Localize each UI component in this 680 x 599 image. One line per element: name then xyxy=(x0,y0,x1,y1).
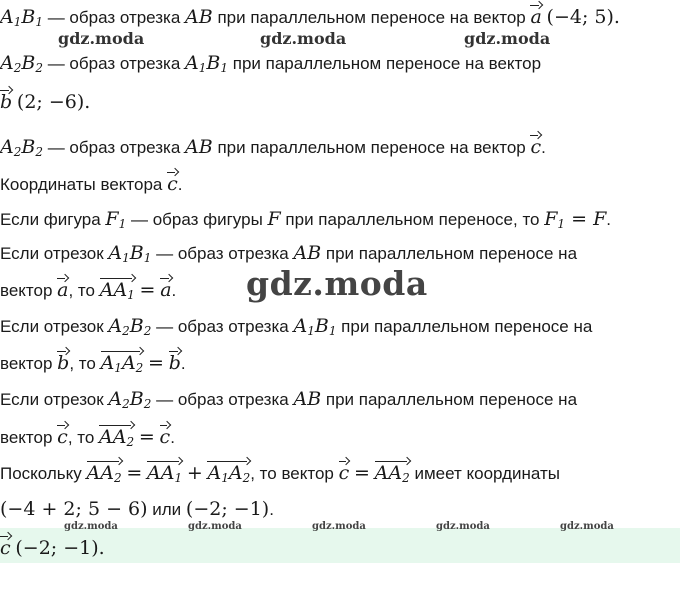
math: AB xyxy=(185,6,213,28)
vector-c: c xyxy=(57,426,68,448)
text: имеет координаты xyxy=(409,464,561,483)
text-line-9 xyxy=(0,315,680,342)
math: F xyxy=(267,208,281,230)
math: $A_2B_2$ xyxy=(108,388,152,411)
text: Если отрезок xyxy=(0,244,109,263)
text-line-7 xyxy=(0,242,680,269)
text: вектор xyxy=(0,428,58,447)
text: Если отрезок xyxy=(0,390,109,409)
vector-b: b xyxy=(168,352,181,374)
vector-a: a xyxy=(530,6,542,28)
watermark-large: gdz.moda xyxy=(246,264,428,303)
vector-c: c xyxy=(338,462,350,484)
text: — образ отрезка xyxy=(151,390,294,409)
vector-c: c xyxy=(159,426,171,448)
text: . xyxy=(180,354,186,373)
math: AB xyxy=(293,242,322,264)
vector-AA2: $AA_2$ xyxy=(99,426,134,453)
text-line-11 xyxy=(0,388,680,415)
math: $A_2B_2$ xyxy=(108,315,152,338)
text: — образ отрезка xyxy=(151,317,294,336)
watermark: gdz.moda xyxy=(64,521,118,532)
text: — образ отрезка xyxy=(42,8,186,27)
text: . xyxy=(171,281,177,300)
text-line-14 xyxy=(0,498,680,521)
text: . xyxy=(606,210,611,229)
watermark: gdz.moda xyxy=(436,521,490,532)
text-line-5 xyxy=(0,173,680,196)
text: при параллельном переносе на xyxy=(321,244,578,263)
text: — образ отрезка xyxy=(151,244,294,263)
text-line-6 xyxy=(0,208,680,235)
math: $F_1 = F$ xyxy=(544,208,607,231)
math: $A_2B_2$ xyxy=(0,136,43,159)
answer-coords: (−2; −1). xyxy=(15,537,105,559)
text: , то xyxy=(68,281,100,300)
vector-AA1: $AA_1$ xyxy=(147,462,182,489)
watermark: gdz.moda xyxy=(58,29,145,48)
text: Поскольку xyxy=(0,464,87,483)
text-line-13: Поскольку $AA_2 = AA_1 + A_1A_2$, то вектор $c = AA_2$ имеет координаты xyxy=(0,462,680,489)
watermark: gdz.moda xyxy=(188,521,242,532)
coords-result: (−2; −1) xyxy=(185,498,270,520)
text-line-2 xyxy=(0,52,680,79)
coords-sum: (−4 + 2; 5 − 6) xyxy=(0,498,148,520)
text: . xyxy=(541,138,546,157)
vector-c: c xyxy=(530,136,542,158)
watermark: gdz.moda xyxy=(260,29,347,48)
vector-A1A2: $A_1A_2$ xyxy=(101,352,144,379)
text: . xyxy=(170,428,175,447)
text: , то xyxy=(69,354,101,373)
math: AB xyxy=(185,136,213,158)
text: при параллельном переносе на вектор xyxy=(228,54,542,73)
text: Если фигура xyxy=(0,210,106,229)
watermark: gdz.moda xyxy=(560,521,614,532)
text: — образ фигуры xyxy=(126,210,268,229)
text: , то вектор xyxy=(250,464,339,483)
text: при параллельном переносе на вектор xyxy=(212,138,531,157)
vector-A1A2: $A_1A_2$ xyxy=(207,462,250,489)
text: Координаты вектора xyxy=(0,175,168,194)
vector-AA1: $AA_1$ xyxy=(100,279,135,306)
math: $A_1B_1$ xyxy=(185,52,229,75)
text: , то xyxy=(67,428,100,447)
text-line-12: вектор c, то $AA_2 = c$. xyxy=(0,426,680,453)
text: вектор xyxy=(0,354,58,373)
math: $A_1B_1$ xyxy=(108,242,152,265)
vector-b-coords: (2; −6). xyxy=(16,91,91,113)
vector-b: b xyxy=(0,91,13,113)
text: вектор xyxy=(0,281,58,300)
watermark: gdz.moda xyxy=(464,29,551,48)
text-line-4 xyxy=(0,136,680,163)
text: . xyxy=(269,500,274,519)
text: при параллельном переносе на вектор xyxy=(212,8,531,27)
text-line-10: вектор b, то $A_1A_2 = b$. xyxy=(0,352,680,379)
math: $A_1B_1$ xyxy=(293,315,337,338)
text-line-8: вектор a, то $AA_1 = a$. xyxy=(0,279,680,306)
math: $A_2B_2$ xyxy=(0,52,43,75)
text: при параллельном переносе на xyxy=(336,317,593,336)
text-line-3 xyxy=(0,91,680,114)
text-line-1 xyxy=(0,6,680,33)
text: — образ отрезка xyxy=(42,138,186,157)
vector-a-coords: (−4; 5). xyxy=(546,6,620,28)
vector-b: b xyxy=(57,352,70,374)
vector-c: c xyxy=(167,173,178,195)
vector-AA2: $AA_2$ xyxy=(87,462,122,489)
vector-AA2: $AA_2$ xyxy=(375,462,410,489)
math: AB xyxy=(293,388,322,410)
answer-line xyxy=(0,537,680,560)
text: или xyxy=(147,500,186,519)
vector-c: c xyxy=(0,537,11,559)
math: $F_1$ xyxy=(105,208,127,231)
vector-a: a xyxy=(160,279,172,301)
text: . xyxy=(177,175,183,194)
text: при параллельном переносе, то xyxy=(280,210,545,229)
watermark: gdz.moda xyxy=(312,521,366,532)
text: при параллельном переносе на xyxy=(321,390,578,409)
math: $A_1B_1$ xyxy=(0,6,43,29)
vector-a: a xyxy=(57,279,69,301)
text: — образ отрезка xyxy=(42,54,186,73)
text: Если отрезок xyxy=(0,317,109,336)
